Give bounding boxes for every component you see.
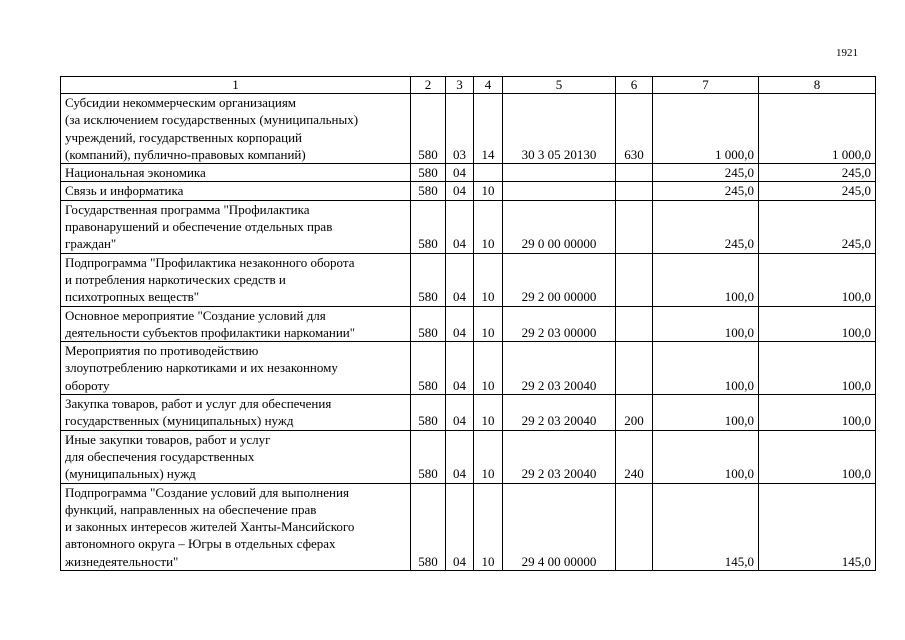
row-name-cell: Подпрограмма "Создание условий для выполнения функций, направленных на обеспечение прав и законных интересов жителей Ханты-Мансийского автономного округа – Югры в отдельных сферах жизнедеятельности" xyxy=(61,483,411,570)
row-subsection-cell: 10 xyxy=(474,342,503,395)
table-row xyxy=(61,253,876,306)
row-section-cell: 04 xyxy=(446,306,474,342)
header-cell-7: 7 xyxy=(653,77,759,94)
row-expense-type-cell xyxy=(616,306,653,342)
row-amount-2-cell: 100,0 xyxy=(759,395,876,431)
row-amount-2-cell: 1 000,0 xyxy=(759,94,876,164)
row-ved-cell: 580 xyxy=(411,94,446,164)
row-amount-1-cell: 100,0 xyxy=(653,395,759,431)
page-number: 1921 xyxy=(836,47,858,59)
row-subsection-cell: 10 xyxy=(474,430,503,483)
row-subsection-cell: 10 xyxy=(474,200,503,253)
row-target-article-cell xyxy=(503,164,616,182)
row-expense-type-cell: 630 xyxy=(616,94,653,164)
row-name-cell: Иные закупки товаров, работ и услуг для обеспечения государственных (муниципальных) нужд xyxy=(61,430,411,483)
row-expense-type-cell: 200 xyxy=(616,395,653,431)
row-subsection-cell: 10 xyxy=(474,306,503,342)
header-cell-8: 8 xyxy=(759,77,876,94)
row-amount-2-cell: 245,0 xyxy=(759,200,876,253)
table-row xyxy=(61,395,876,431)
row-ved-cell: 580 xyxy=(411,253,446,306)
row-amount-2-cell: 100,0 xyxy=(759,253,876,306)
row-target-article-cell: 29 2 00 00000 xyxy=(503,253,616,306)
table-row xyxy=(61,342,876,395)
row-target-article-cell: 29 2 03 00000 xyxy=(503,306,616,342)
row-amount-1-cell: 100,0 xyxy=(653,342,759,395)
row-subsection-cell xyxy=(474,164,503,182)
row-amount-1-cell: 100,0 xyxy=(653,253,759,306)
header-cell-6: 6 xyxy=(616,77,653,94)
row-name-cell: Основное мероприятие "Создание условий для деятельности субъектов профилактики наркомании" xyxy=(61,306,411,342)
table-body xyxy=(61,94,876,571)
row-expense-type-cell xyxy=(616,483,653,570)
row-amount-2-cell: 245,0 xyxy=(759,164,876,182)
row-target-article-cell: 29 4 00 00000 xyxy=(503,483,616,570)
budget-table xyxy=(60,76,876,571)
row-name-cell: Закупка товаров, работ и услуг для обеспечения государственных (муниципальных) нужд xyxy=(61,395,411,431)
row-ved-cell: 580 xyxy=(411,182,446,200)
row-section-cell: 03 xyxy=(446,94,474,164)
row-name-cell: Мероприятия по противодействию злоупотреблению наркотиками и их незаконному обороту xyxy=(61,342,411,395)
row-section-cell: 04 xyxy=(446,342,474,395)
row-subsection-cell: 14 xyxy=(474,94,503,164)
table-row xyxy=(61,164,876,182)
row-amount-1-cell: 145,0 xyxy=(653,483,759,570)
row-amount-2-cell: 245,0 xyxy=(759,182,876,200)
row-section-cell: 04 xyxy=(446,253,474,306)
header-cell-1: 1 xyxy=(61,77,411,94)
header-cell-4: 4 xyxy=(474,77,503,94)
row-subsection-cell: 10 xyxy=(474,395,503,431)
row-amount-2-cell: 145,0 xyxy=(759,483,876,570)
row-amount-1-cell: 1 000,0 xyxy=(653,94,759,164)
row-expense-type-cell xyxy=(616,200,653,253)
row-name-cell: Подпрограмма "Профилактика незаконного оборота и потребления наркотических средств и психотропных веществ" xyxy=(61,253,411,306)
row-target-article-cell: 30 3 05 20130 xyxy=(503,94,616,164)
table-row xyxy=(61,94,876,164)
header-row xyxy=(61,77,876,94)
row-target-article-cell: 29 0 00 00000 xyxy=(503,200,616,253)
table-row xyxy=(61,200,876,253)
row-ved-cell: 580 xyxy=(411,306,446,342)
header-cell-2: 2 xyxy=(411,77,446,94)
row-section-cell: 04 xyxy=(446,182,474,200)
row-section-cell: 04 xyxy=(446,395,474,431)
row-name-cell: Государственная программа "Профилактика правонарушений и обеспечение отдельных прав граждан" xyxy=(61,200,411,253)
row-amount-2-cell: 100,0 xyxy=(759,342,876,395)
row-section-cell: 04 xyxy=(446,200,474,253)
row-amount-1-cell: 245,0 xyxy=(653,182,759,200)
row-target-article-cell: 29 2 03 20040 xyxy=(503,395,616,431)
row-amount-1-cell: 245,0 xyxy=(653,164,759,182)
table-row xyxy=(61,306,876,342)
row-amount-1-cell: 245,0 xyxy=(653,200,759,253)
row-expense-type-cell xyxy=(616,164,653,182)
row-section-cell: 04 xyxy=(446,430,474,483)
table-row xyxy=(61,182,876,200)
row-expense-type-cell xyxy=(616,253,653,306)
row-section-cell: 04 xyxy=(446,164,474,182)
row-ved-cell: 580 xyxy=(411,395,446,431)
table-row xyxy=(61,430,876,483)
row-name-cell: Национальная экономика xyxy=(61,164,411,182)
row-amount-2-cell: 100,0 xyxy=(759,430,876,483)
row-target-article-cell: 29 2 03 20040 xyxy=(503,430,616,483)
row-ved-cell: 580 xyxy=(411,164,446,182)
row-amount-2-cell: 100,0 xyxy=(759,306,876,342)
row-amount-1-cell: 100,0 xyxy=(653,306,759,342)
row-name-cell: Связь и информатика xyxy=(61,182,411,200)
row-ved-cell: 580 xyxy=(411,200,446,253)
row-subsection-cell: 10 xyxy=(474,253,503,306)
row-subsection-cell: 10 xyxy=(474,483,503,570)
row-target-article-cell: 29 2 03 20040 xyxy=(503,342,616,395)
row-subsection-cell: 10 xyxy=(474,182,503,200)
table-row xyxy=(61,483,876,570)
row-target-article-cell xyxy=(503,182,616,200)
row-expense-type-cell xyxy=(616,182,653,200)
row-amount-1-cell: 100,0 xyxy=(653,430,759,483)
row-expense-type-cell xyxy=(616,342,653,395)
row-name-cell: Субсидии некоммерческим организациям (за исключением государственных (муниципальных) учреждений, государственных корпораций (компаний), публично-правовых компаний) xyxy=(61,94,411,164)
header-cell-3: 3 xyxy=(446,77,474,94)
row-expense-type-cell: 240 xyxy=(616,430,653,483)
row-ved-cell: 580 xyxy=(411,430,446,483)
header-cell-5: 5 xyxy=(503,77,616,94)
row-ved-cell: 580 xyxy=(411,342,446,395)
row-section-cell: 04 xyxy=(446,483,474,570)
row-ved-cell: 580 xyxy=(411,483,446,570)
